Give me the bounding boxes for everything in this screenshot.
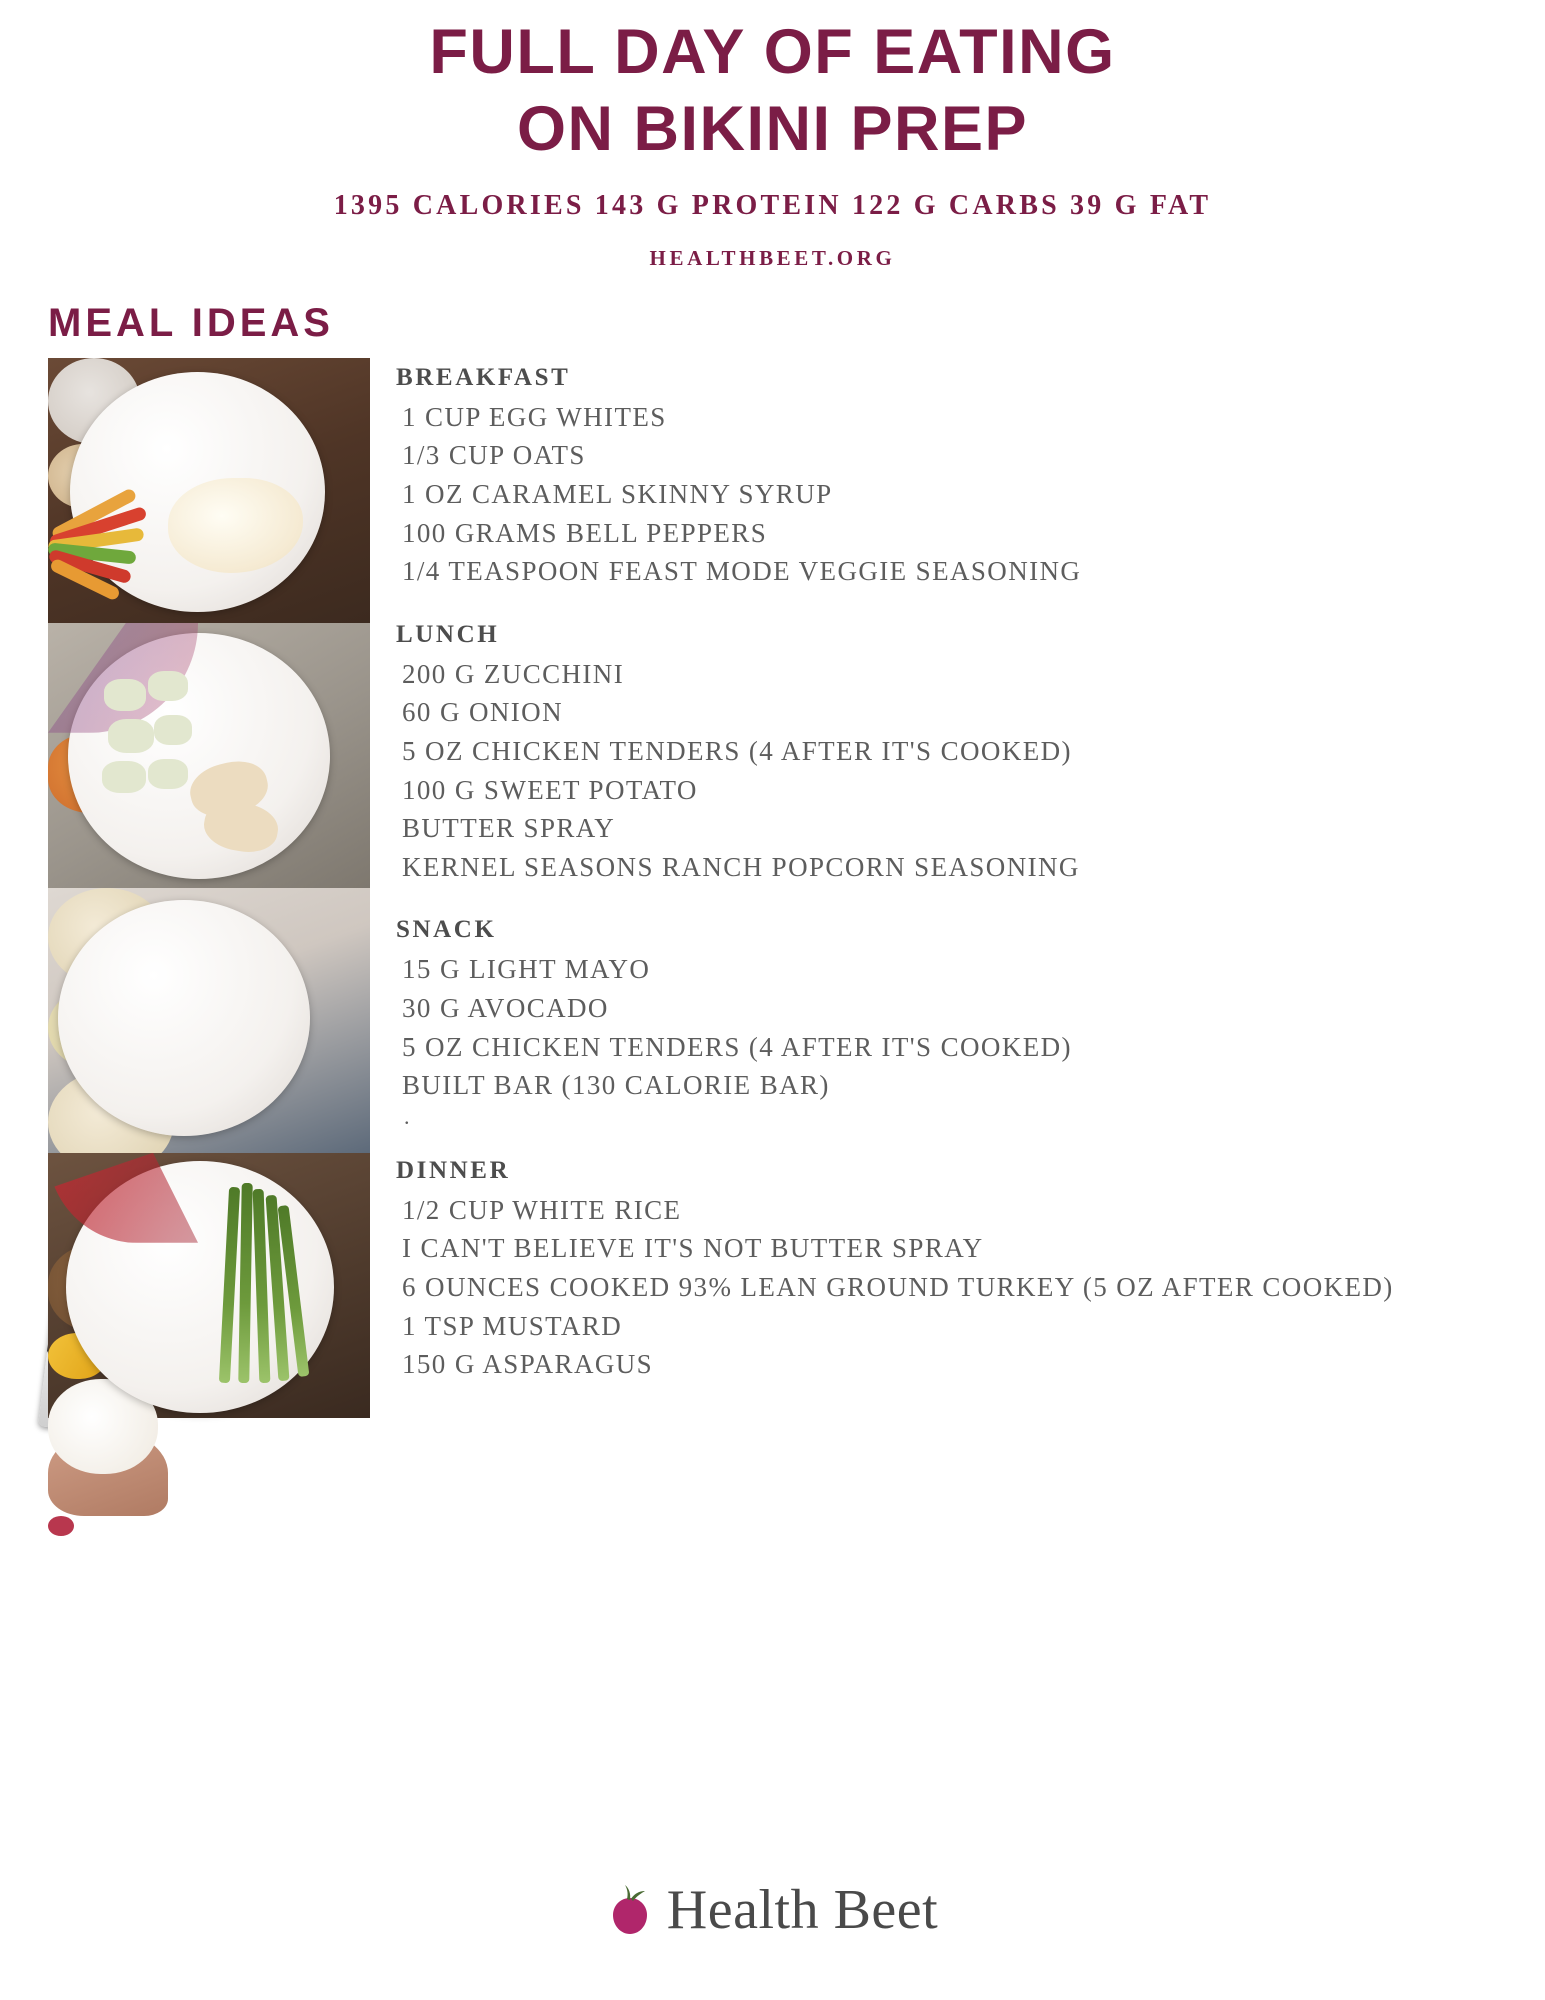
zucchini-piece [104, 679, 146, 711]
list-item: 1/3 CUP OATS [402, 440, 586, 471]
list-item: 5 OZ CHICKEN TENDERS (4 AFTER IT'S COOKED) [402, 735, 1072, 766]
title-line-2: ON BIKINI PREP [516, 93, 1029, 164]
fingernail-shape [48, 1516, 74, 1536]
list-item: 60 G ONION [402, 697, 563, 728]
meal-title: DINNER [396, 1156, 511, 1184]
meal-block-dinner [396, 1157, 1545, 1384]
meal-item-list [396, 655, 1545, 887]
zucchini-piece [148, 759, 188, 789]
list-item: 1 OZ CARAMEL SKINNY SYRUP [402, 478, 833, 509]
list-item: 1/2 CUP WHITE RICE [402, 1194, 682, 1225]
list-item: 1 TSP MUSTARD [402, 1310, 623, 1341]
meals-column [396, 358, 1545, 1414]
zucchini-piece [102, 761, 146, 793]
meal-item-list [396, 398, 1545, 591]
section-heading-meal-ideas: MEAL IDEAS [48, 300, 334, 345]
meal-block-lunch [396, 621, 1545, 887]
meal-item-list [396, 1191, 1545, 1384]
list-item: KERNEL SEASONS RANCH POPCORN SEASONING [402, 851, 1080, 882]
content-area [0, 358, 1545, 1418]
poster-header [0, 0, 1545, 271]
list-item: BUTTER SPRAY [402, 813, 616, 844]
brand-name: Health Beet [666, 1879, 939, 1941]
meal-title: BREAKFAST [396, 363, 571, 391]
photo-column [48, 358, 370, 1418]
list-item: 6 OUNCES COOKED 93% LEAN GROUND TURKEY (5 OZ AFTER COOKED) [402, 1272, 1394, 1303]
zucchini-piece [148, 671, 188, 701]
list-item: 1/4 TEASPOON FEAST MODE VEGGIE SEASONING [402, 556, 1082, 587]
list-item: 5 OZ CHICKEN TENDERS (4 AFTER IT'S COOKED) [402, 1031, 1072, 1062]
title-line-1: FULL DAY OF EATING [429, 17, 1116, 87]
dinner-photo [48, 1153, 370, 1418]
list-item: I CAN'T BELIEVE IT'S NOT BUTTER SPRAY [402, 1233, 984, 1264]
list-item: 15 G LIGHT MAYO [402, 954, 651, 985]
list-item: 30 G AVOCADO [402, 993, 609, 1024]
site-url: HEALTHBEET.ORG [649, 245, 896, 270]
plate-shape [58, 900, 310, 1136]
breakfast-photo [48, 358, 370, 623]
lunch-photo [48, 623, 370, 888]
beet-icon [607, 1884, 653, 1936]
snack-photo [48, 888, 370, 1153]
list-item: 100 G SWEET POTATO [402, 774, 698, 805]
stray-period: . [404, 1103, 410, 1129]
meal-block-breakfast [396, 364, 1545, 591]
list-item: BUILT BAR (130 CALORIE BAR) [402, 1070, 830, 1101]
meal-item-list [396, 950, 1545, 1104]
footer-logo [0, 1878, 1545, 1942]
meal-title: SNACK [396, 916, 497, 944]
page-title [0, 14, 1545, 168]
list-item: 200 G ZUCCHINI [402, 658, 625, 689]
zucchini-piece [108, 719, 154, 753]
list-item: 1 CUP EGG WHITES [402, 401, 667, 432]
macros-summary: 1395 CALORIES 143 G PROTEIN 122 G CARBS 39 G FAT [333, 189, 1212, 221]
list-item: 150 G ASPARAGUS [402, 1349, 654, 1380]
meal-title: LUNCH [396, 620, 500, 648]
zucchini-piece [154, 715, 192, 745]
list-item: 100 GRAMS BELL PEPPERS [402, 517, 768, 548]
meal-block-snack [396, 916, 1545, 1129]
